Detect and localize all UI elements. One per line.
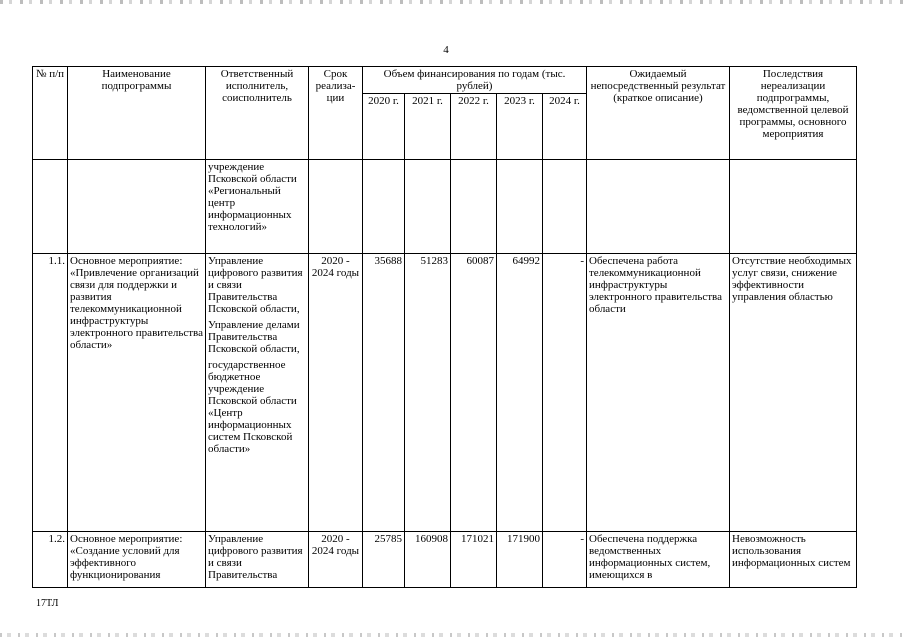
- executor-entry: Управление делами Правительства Псковской области,: [208, 319, 300, 355]
- executor-entry: Управление цифрового развития и связи Правительства Псковской области,: [208, 255, 303, 315]
- cell-value: 25785: [363, 532, 405, 588]
- cell-name: Основное мероприятие: «Привлечение организаций связи для поддержки и развития телекоммуникационной инфраструктуры электронного правительства области»: [68, 254, 206, 532]
- cell-term: 2020 - 2024 годы: [309, 254, 363, 532]
- cell-value: 35688: [363, 254, 405, 532]
- cell-name: Основное мероприятие: «Создание условий для эффективного функционирования: [68, 532, 206, 588]
- header-consequences: Последствия нереализации подпрограммы, ведомственной целевой программы, основного мероприятия: [730, 67, 857, 160]
- cell-result: Обеспечена поддержка ведомственных информационных систем, имеющихся в: [587, 532, 730, 588]
- program-table: [32, 66, 857, 588]
- cell-value: -: [543, 254, 587, 532]
- footer-code: 17ТЛ: [36, 598, 59, 609]
- cell-executor: [206, 532, 309, 588]
- cell-value: [451, 160, 497, 254]
- cell-term: [309, 160, 363, 254]
- executor-entry: Управление цифрового развития и связи Правительства: [208, 533, 303, 581]
- cell-term: 2020 - 2024 годы: [309, 532, 363, 588]
- header-year: 2022 г.: [451, 94, 497, 160]
- header-funding: Объем финансирования по годам (тыс. рублей): [363, 67, 587, 94]
- cell-executor: [206, 254, 309, 532]
- header-result: Ожидаемый непосредственный результат (краткое описание): [587, 67, 730, 160]
- cell-num: [33, 160, 68, 254]
- cell-value: -: [543, 532, 587, 588]
- cell-value: 51283: [405, 254, 451, 532]
- cell-consequences: [730, 160, 857, 254]
- cell-value: [543, 160, 587, 254]
- cell-num: 1.1.: [33, 254, 68, 532]
- scan-edge-bottom: [0, 633, 905, 637]
- header-year: 2023 г.: [497, 94, 543, 160]
- cell-value: [497, 160, 543, 254]
- cell-name: [68, 160, 206, 254]
- cell-num: 1.2.: [33, 532, 68, 588]
- cell-value: 60087: [451, 254, 497, 532]
- header-year: 2024 г.: [543, 94, 587, 160]
- page-number: 4: [443, 44, 449, 56]
- table-row: [33, 532, 857, 588]
- cell-value: 64992: [497, 254, 543, 532]
- cell-executor: учреждение Псковской области «Региональный центр информационных технологий»: [206, 160, 309, 254]
- header-num: № п/п: [33, 67, 68, 160]
- table-row-continuation: [33, 160, 857, 254]
- executor-entry: государственное бюджетное учреждение Псковской области «Центр информационных систем Псковской области»: [208, 359, 297, 455]
- cell-consequences: Отсутствие необходимых услуг связи, снижение эффективности управления областью: [730, 254, 857, 532]
- cell-value: [363, 160, 405, 254]
- cell-value: 171021: [451, 532, 497, 588]
- table-row: [33, 254, 857, 532]
- scan-edge-top: [0, 0, 905, 4]
- header-year: 2021 г.: [405, 94, 451, 160]
- cell-value: 171900: [497, 532, 543, 588]
- header-executor: Ответственный исполнитель, соисполнитель: [206, 67, 309, 160]
- header-name: Наименование подпрограммы: [68, 67, 206, 160]
- header-year: 2020 г.: [363, 94, 405, 160]
- cell-consequences: Невозможность использования информационных систем: [730, 532, 857, 588]
- cell-result: Обеспечена работа телекоммуникационной инфраструктуры электронного правительства области: [587, 254, 730, 532]
- cell-value: [405, 160, 451, 254]
- table-header-row: [33, 67, 857, 94]
- cell-value: 160908: [405, 532, 451, 588]
- header-term: Срок реализа-ции: [309, 67, 363, 160]
- cell-result: [587, 160, 730, 254]
